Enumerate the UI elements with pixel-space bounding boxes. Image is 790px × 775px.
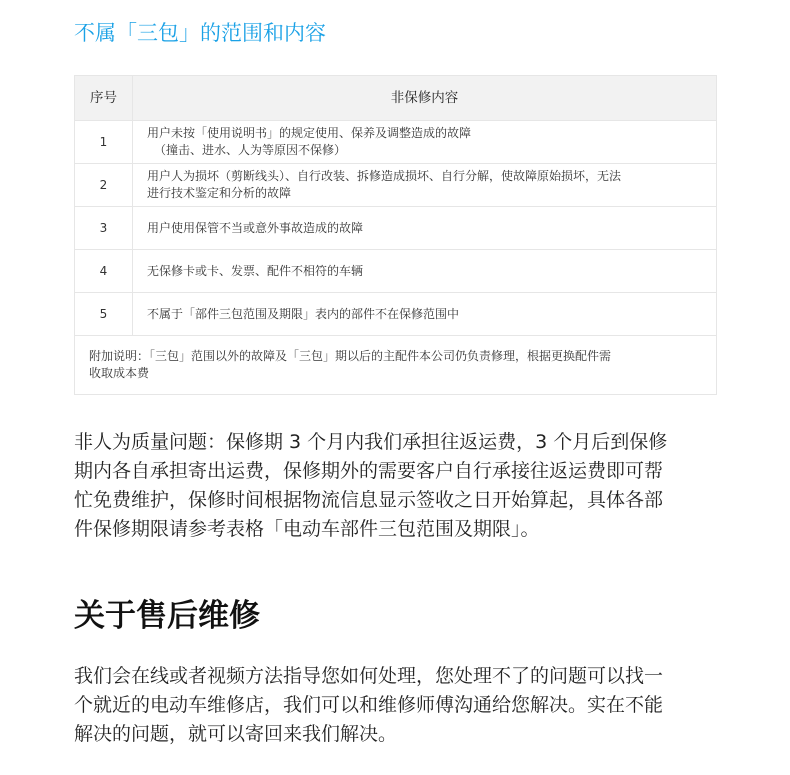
table-row [75,293,717,336]
after-sales-heading: 关于售后维修 [74,598,260,634]
row-number: 4 [75,250,133,293]
table-note-row [75,336,717,395]
row-content [133,250,717,293]
table-row [75,207,717,250]
row-text-line: 用户未按「使用说明书」的规定使用、保养及调整造成的故障 [147,126,472,140]
table-note [75,336,717,395]
row-content [133,207,717,250]
header-content: 非保修内容 [133,76,717,121]
note-text-line: 附加说明：「三包」范围以外的故障及「三包」期以后的主配件本公司仍负责修理，根据更换配件需 [89,349,612,363]
paragraph-line: 忙免费维护，保修时间根据物流信息显示签收之日开始算起，具体各部 [74,489,664,511]
paragraph-line: 解决的问题，就可以寄回来我们解决。 [74,723,398,745]
row-text-line: （撞击、进水、人为等原因不保修） [154,143,347,157]
header-number: 序号 [75,76,133,121]
row-number: 1 [75,121,133,164]
table-row [75,121,717,164]
row-text-line: 用户使用保管不当或意外事故造成的故障 [147,220,364,235]
table-header-row [75,76,717,121]
row-content [133,121,717,164]
row-number: 2 [75,164,133,207]
note-text-line: 收取成本费 [89,366,150,380]
paragraph-line: 我们会在线或者视频方法指导您如何处理，您处理不了的问题可以找一 [74,665,664,687]
row-text-line: 无保修卡或卡、发票、配件不相符的车辆 [147,263,364,278]
row-text-line: 进行技术鉴定和分析的故障 [147,186,292,200]
row-number: 5 [75,293,133,336]
section-title: 不属「三包」的范围和内容 [74,21,326,45]
paragraph-line: 件保修期限请参考表格「电动车部件三包范围及期限」。 [74,518,540,540]
row-content [133,293,717,336]
warranty-exclusion-table [74,75,717,395]
row-text-line: 不属于「部件三包范围及期限」表内的部件不在保修范围中 [147,306,460,321]
after-sales-paragraph [74,662,719,749]
paragraph-line: 期内各自承担寄出运费，保修期外的需要客户自行承接往返运费即可帮 [74,460,664,482]
paragraph-line: 非人为质量问题：保修期 3 个月内我们承担往返运费，3 个月后到保修 [74,431,668,453]
paragraph-line: 个就近的电动车维修店，我们可以和维修师傅沟通给您解决。实在不能 [74,694,664,716]
row-content [133,164,717,207]
row-text-line: 用户人为损坏（剪断线头）、自行改装、拆修造成损坏、自行分解，使故障原始损坏，无法 [147,169,622,183]
warranty-shipping-paragraph [74,428,719,544]
table-row [75,250,717,293]
table-row [75,164,717,207]
row-number: 3 [75,207,133,250]
